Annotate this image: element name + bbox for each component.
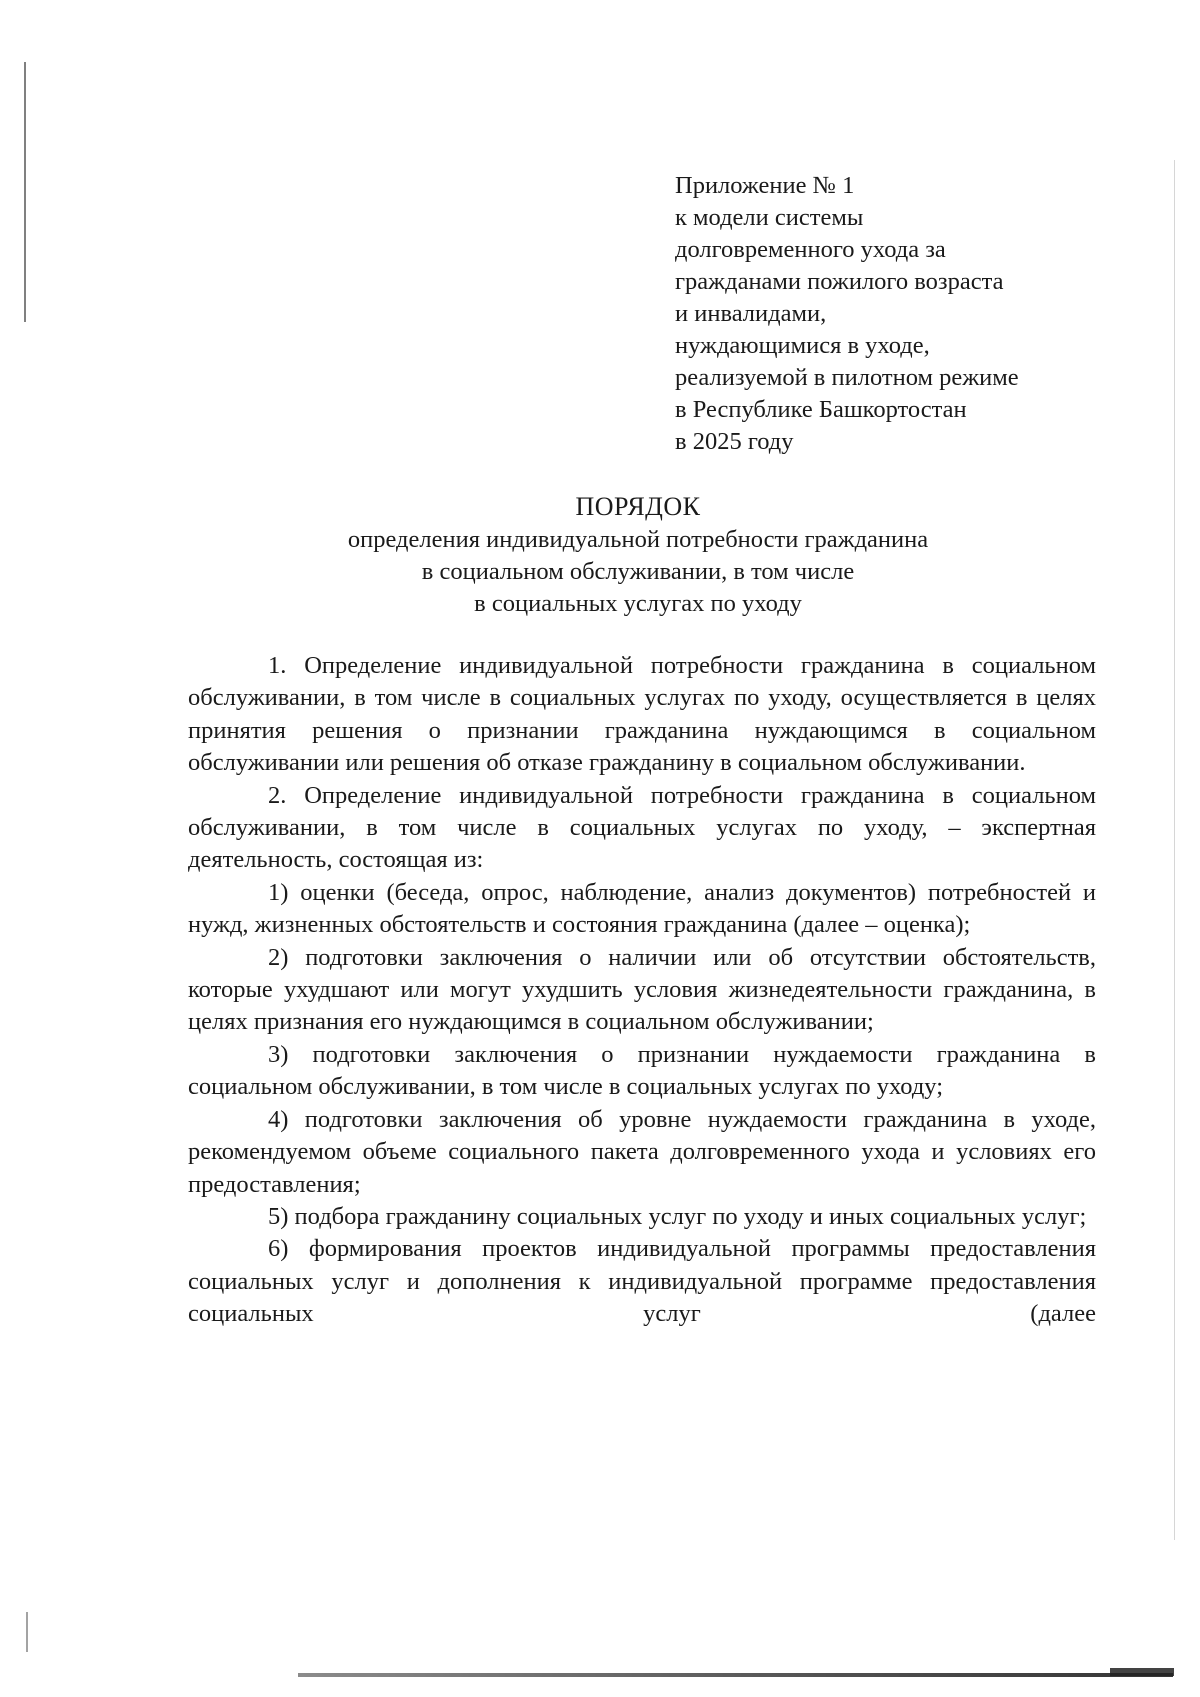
scan-artifact-left-bottom (26, 1612, 28, 1652)
title-subtitle-line: в социальном обслуживании, в том числе (421, 558, 855, 585)
appendix-line: в Республике Башкортостан (675, 396, 967, 423)
scan-artifact-right (1174, 160, 1175, 1540)
scan-artifact-left (24, 62, 26, 322)
appendix-line: в 2025 году (675, 428, 794, 455)
list-item-6: 6) формирования проектов индивидуальной программы предоставления социальных услуг и дополнения к индивидуальной программе предоставления социальных услуг (далее (188, 1235, 1096, 1328)
document-body (188, 650, 1096, 1331)
appendix-line: и инвалидами, (675, 300, 827, 327)
appendix-line: реализуемой в пилотном режиме (675, 364, 1019, 391)
scan-artifact-bottom-mark (1110, 1668, 1174, 1676)
list-item-1: 1) оценки (беседа, опрос, наблюдение, анализ документов) потребностей и нужд, жизненных обстоятельств и состояния гражданина (далее – оценка); (188, 878, 1096, 939)
scan-artifact-bottom-line (298, 1673, 1173, 1677)
appendix-header (675, 170, 1135, 458)
title-subtitle-line: в социальных услугах по уходу (474, 590, 802, 617)
paragraph-1: 1. Определение индивидуальной потребности гражданина в социальном обслуживании, в том числе в социальных услугах по уходу, осуществляется в целях принятия решения о признании гражданина нуждающимся в социальном обслуживании или решения об отказе гражданину в социальном обслуживании. (188, 652, 1096, 777)
list-item-3: 3) подготовки заключения о признании нуждаемости гражданина в социальном обслуживании, в том числе в социальных услугах по уходу; (188, 1040, 1096, 1101)
list-item-5: 5) подбора гражданину социальных услуг по уходу и иных социальных услуг; (268, 1202, 1087, 1230)
appendix-line: долговременного ухода за (675, 236, 946, 263)
appendix-line: нуждающимися в уходе, (675, 332, 930, 359)
document-title (188, 490, 1088, 620)
list-item-4: 4) подготовки заключения об уровне нуждаемости гражданина в уходе, рекомендуемом объеме социального пакета долговременного ухода и условиях его предоставления; (188, 1105, 1096, 1198)
paragraph-2: 2. Определение индивидуальной потребности гражданина в социальном обслуживании, в том числе в социальных услугах по уходу, – экспертная деятельность, состоящая из: (188, 781, 1096, 874)
title-main: ПОРЯДОК (575, 492, 701, 521)
appendix-line: к модели системы (675, 204, 864, 231)
appendix-line: гражданами пожилого возраста (675, 268, 1004, 295)
appendix-line: Приложение № 1 (675, 172, 855, 199)
title-subtitle-line: определения индивидуальной потребности гражданина (347, 526, 929, 553)
list-item-2: 2) подготовки заключения о наличии или об отсутствии обстоятельств, которые ухудшают или могут ухудшить условия жизнедеятельности гражданина, в целях признания его нуждающимся в социальном обслуживании; (188, 943, 1096, 1036)
